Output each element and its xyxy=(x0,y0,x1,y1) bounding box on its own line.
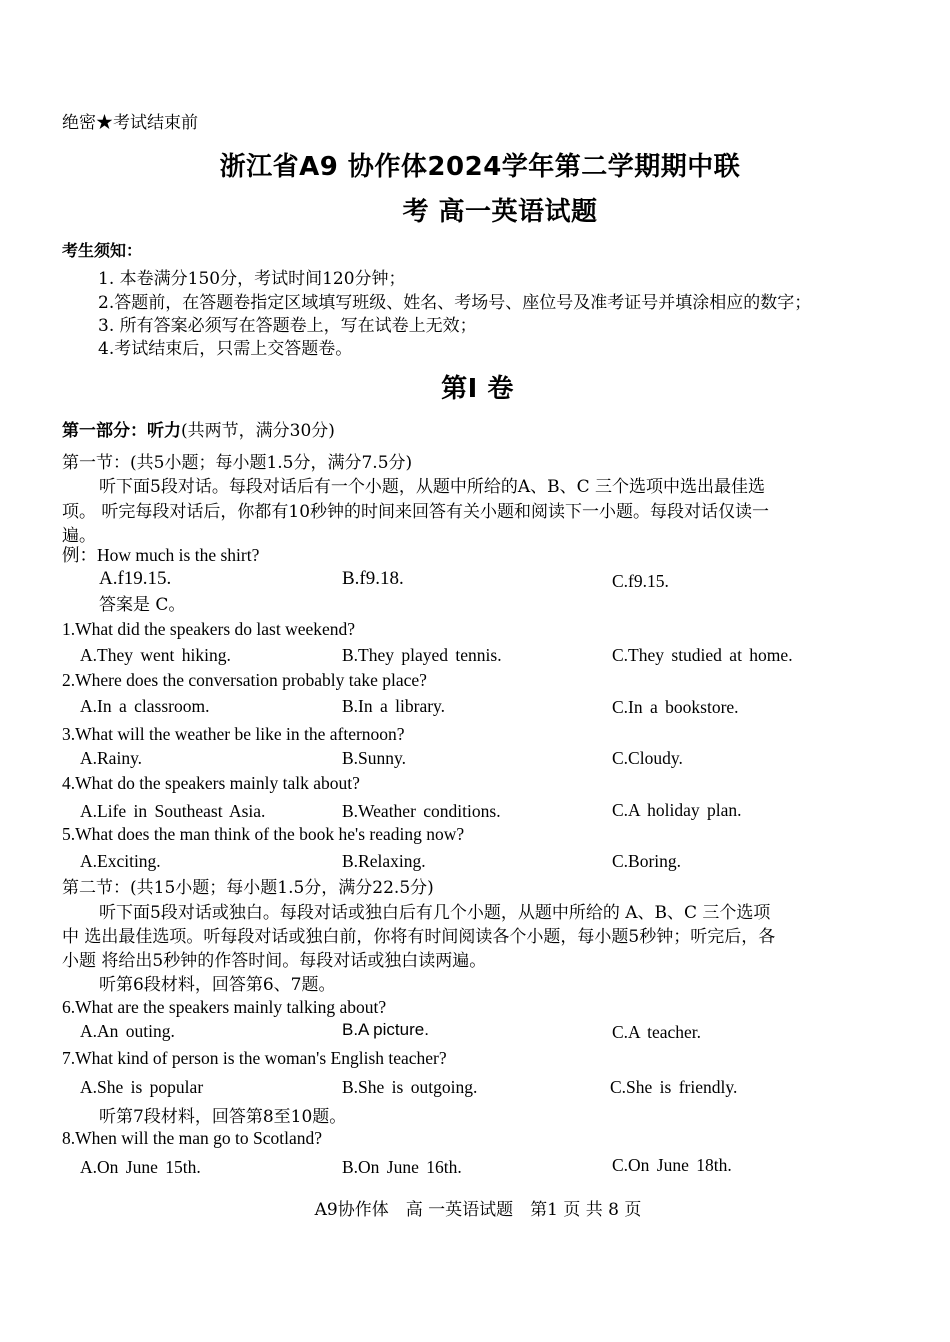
part1-heading xyxy=(62,416,335,441)
option-a: A.Life in Southeast Asia. xyxy=(80,801,266,821)
question: 7.What kind of person is the woman's English teacher? xyxy=(62,1048,447,1068)
section1-heading: 第一节：(共5小题；每小题1.5分，满分7.5分) xyxy=(62,453,413,473)
option-a: A.Rainy. xyxy=(80,748,143,768)
option-b: B.A picture. xyxy=(342,1020,429,1039)
section2-heading: 第二节：(共15小题；每小题1.5分，满分22.5分) xyxy=(62,878,434,898)
part1-heading-bold: 第一部分：听力 xyxy=(62,421,181,441)
option-b: B.Weather conditions. xyxy=(342,801,501,821)
page-footer: A9协作体 高 一英语试题 第1 页 共 8 页 xyxy=(314,1200,642,1220)
question: 5.What does the man think of the book he's reading now? xyxy=(62,824,465,844)
material-7-note: 听第7段材料，回答第8至10题。 xyxy=(99,1107,347,1127)
section1-instruction: 遍。 xyxy=(62,526,96,546)
example-question: 例：How much is the shirt? xyxy=(62,545,260,565)
notice-item: 2.答题前，在答题卷指定区域填写班级、姓名、考场号、座位号及准考证号并填涂相应的数字； xyxy=(98,293,812,313)
option-a: A.Exciting. xyxy=(80,851,161,871)
volume-title: 第I 卷 xyxy=(441,374,514,404)
question: 1.What did the speakers do last weekend? xyxy=(62,619,356,639)
question: 6.What are the speakers mainly talking about? xyxy=(62,997,387,1017)
part1-heading-rest: (共两节，满分30分) xyxy=(181,421,335,441)
section1-instruction: 听下面5段对话。每段对话后有一个小题，从题中所给的A、B、C 三个选项中选出最佳选 xyxy=(99,477,765,497)
option-c: C.In a bookstore. xyxy=(612,697,739,717)
option-a: A.She is popular xyxy=(80,1077,204,1097)
example-option-a: A.f19.15. xyxy=(99,568,172,589)
option-b: B.In a library. xyxy=(342,696,446,716)
option-b: B.On June 16th. xyxy=(342,1157,462,1177)
example-option-c: C.f9.15. xyxy=(612,571,669,591)
page-title-line1: 浙江省A9 协作体2024学年第二学期期中联 xyxy=(219,152,741,182)
option-c: C.A teacher. xyxy=(612,1022,702,1042)
notice-item: 4.考试结束后，只需上交答题卷。 xyxy=(98,339,353,359)
option-b: B.Relaxing. xyxy=(342,851,426,871)
option-c: C.On June 18th. xyxy=(612,1155,732,1175)
option-c: C.Boring. xyxy=(612,851,682,871)
notice-item: 1. 本卷满分150分，考试时间120分钟； xyxy=(98,269,406,289)
option-b: B.Sunny. xyxy=(342,748,407,768)
option-c: C.They studied at home. xyxy=(612,645,793,665)
example-option-b: B.f9.18. xyxy=(342,568,404,589)
section2-instruction: 中 选出最佳选项。听每段对话或独白前，你将有时间阅读各个小题，每小题5秒钟；听完后，各 xyxy=(62,927,776,947)
option-a: A.An outing. xyxy=(80,1021,175,1041)
section1-instruction: 项。 听完每段对话后，你都有10秒钟的时间来回答有关小题和阅读下一小题。每段对话仅读一 xyxy=(62,502,770,522)
notice-item: 3. 所有答案必须写在答题卷上，写在试卷上无效； xyxy=(98,316,477,336)
option-c: C.A holiday plan. xyxy=(612,800,742,820)
section2-instruction: 听下面5段对话或独白。每段对话或独白后有几个小题，从题中所给的 A、B、C 三个选项 xyxy=(99,903,771,923)
example-answer: 答案是 C。 xyxy=(99,595,186,615)
confidential-mark: 绝密★考试结束前 xyxy=(62,113,198,133)
option-c: C.She is friendly. xyxy=(610,1077,738,1097)
option-a: A.They went hiking. xyxy=(80,645,231,665)
option-b: B.She is outgoing. xyxy=(342,1077,478,1097)
notice-heading: 考生须知： xyxy=(62,241,143,260)
option-b: B.They played tennis. xyxy=(342,645,502,665)
question: 8.When will the man go to Scotland? xyxy=(62,1128,323,1148)
option-a: A.On June 15th. xyxy=(80,1157,201,1177)
material-6-note: 听第6段材料，回答第6、7题。 xyxy=(99,975,336,995)
option-c: C.Cloudy. xyxy=(612,748,683,768)
question: 4.What do the speakers mainly talk about? xyxy=(62,773,360,793)
question: 3.What will the weather be like in the afternoon? xyxy=(62,724,405,744)
page-title-line2: 考 高一英语试题 xyxy=(402,197,598,227)
question: 2.Where does the conversation probably take place? xyxy=(62,670,427,690)
section2-instruction: 小题 将给出5秒钟的作答时间。每段对话或独白读两遍。 xyxy=(62,951,487,971)
option-a: A.In a classroom. xyxy=(80,696,210,716)
